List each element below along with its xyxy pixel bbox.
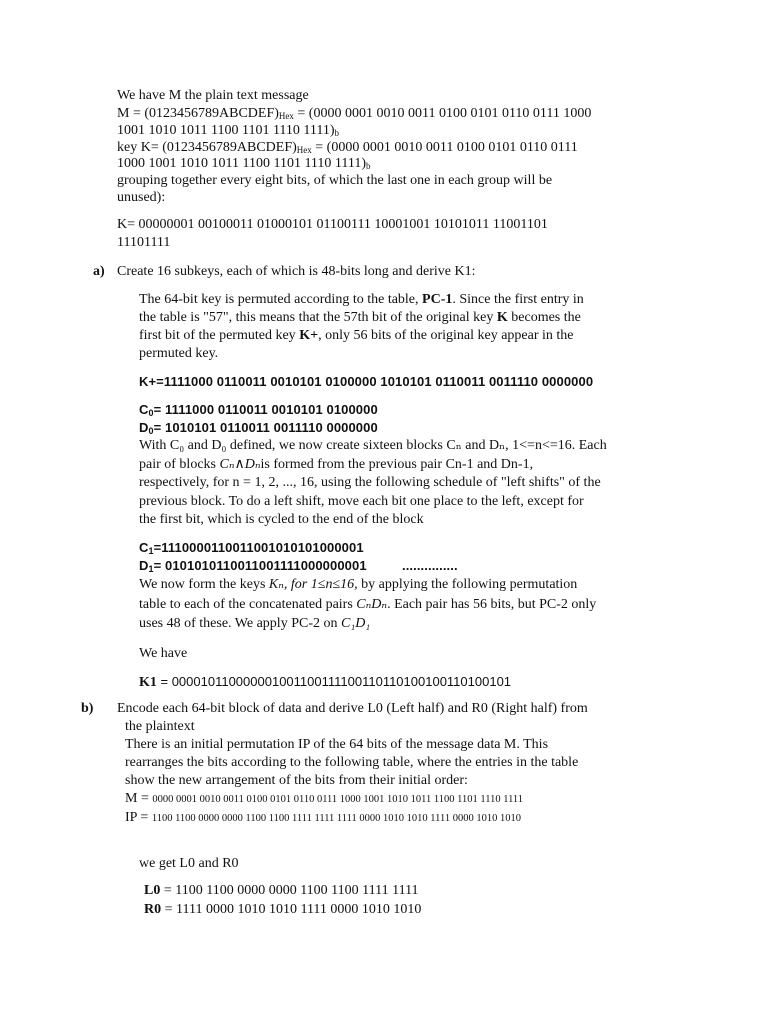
intro-line-message-cont: 1001 1010 1011 1100 1101 1110 $1111)_b$ xyxy=(117,123,340,138)
k-plus-value: K+=1111000 0110011 0010101 0100000 1010101 0110011 0011110 0000000 xyxy=(139,374,594,389)
intro-line-grouping: grouping together every eight bits, of which the last one in each group will be xyxy=(117,173,553,188)
pc2-paragraph-line-3: uses 48 of these. We apply PC-2 on C₁D₁ xyxy=(139,616,371,631)
pc2-paragraph-line-2: table to each of the concatenated pairs CₙDₙ. Each pair has 56 bits, but PC-2 only xyxy=(139,597,597,612)
section-a-title: Create 16 subkeys, each of which is 48-bits long and derive K1: xyxy=(117,264,476,279)
l0-value: L0 = 1100 1100 0000 0000 1100 1100 1111 1111 xyxy=(144,883,419,898)
c1-value: $C_1=1110000110011001010101000001$ xyxy=(139,540,364,556)
ip-binary-value: IP = 1100 1100 0000 0000 1100 1100 1111 1111 1111 0000 1010 1010 1111 0000 1010 1010 xyxy=(125,810,521,825)
section-b-label: b) xyxy=(81,701,94,716)
shift-paragraph-line-2: pair of blocks Cₙ∧Dₙis formed from the previous pair Cn-1 and Dn-1, xyxy=(139,457,534,472)
section-b-title: Encode each 64-bit block of data and derive L0 (Left half) and R0 (Right half) from xyxy=(117,701,588,716)
intro-line-unused: unused): xyxy=(117,190,166,205)
ip-paragraph-line-3: show the new arrangement of the bits from their initial order: xyxy=(125,773,468,788)
section-a-label: a) xyxy=(93,264,105,279)
shift-paragraph-line-5: the first bit, which is cycled to the end of the block xyxy=(139,512,424,527)
ellipsis-dots: ............... xyxy=(402,558,458,573)
pc1-paragraph-line-1: The 64-bit key is permuted according to the table, PC-1. Since the first entry in xyxy=(139,292,584,307)
pc2-paragraph-line-1: We now form the keys Kₙ, for 1≤n≤16, by applying the following permutation xyxy=(139,577,578,592)
k1-value: K1 = 000010110000001001100111100110110100100110100101 xyxy=(139,674,512,690)
pc1-paragraph-line-4: permuted key. xyxy=(139,346,219,361)
key-binary-line-2: 11101111 xyxy=(117,235,171,250)
shift-paragraph-line-3: respectively, for n = 1, 2, ..., 16, using the following schedule of "left shifts" of the xyxy=(139,475,601,490)
shift-paragraph-line-1: With C₀ and D₀ defined, we now create sixteen blocks Cₙ and Dₙ, 1<=n<=16. Each xyxy=(139,438,607,453)
intro-line-message: $M = (0123456789ABCDEF)_{Hex} = (0000$ 0001 0010 0011 0100 0101 0110 0111 1000 xyxy=(117,106,592,121)
key-binary-line-1: K= 00000001 00100011 01000101 01100111 10001001 10101011 11001101 xyxy=(117,217,548,232)
ip-paragraph-line-2: rearranges the bits according to the following table, where the entries in the table xyxy=(125,755,579,770)
intro-line-key-cont: 1000 1001 1010 1011 1100 1101 1110 $1111)_b$ xyxy=(117,156,371,171)
pc1-paragraph-line-3: first bit of the permuted key K+, only 56 bits of the original key appear in the xyxy=(139,328,574,343)
c0-value: $C_0= 1111000$ 0110011 0010101 0100000 xyxy=(139,402,378,418)
pc1-paragraph-line-2: the table is "57", this means that the 57th bit of the original key K becomes the xyxy=(139,310,581,325)
r0-value: R0 = 1111 0000 1010 1010 1111 0000 1010 1010 xyxy=(144,902,422,917)
we-have-label: We have xyxy=(139,646,188,661)
m-binary-value: M = 0000 0001 0010 0011 0100 0101 0110 0111 1000 1001 1010 1011 1100 1101 1110 1111 xyxy=(125,791,524,806)
section-b-title-cont: the plaintext xyxy=(125,719,195,734)
d0-value: $D_0= 1010101$ 0110011 0011110 0000000 xyxy=(139,420,378,436)
intro-line-1: We have M the plain text message xyxy=(117,88,309,103)
shift-paragraph-line-4: previous block. To do a left shift, move each bit one place to the left, except for xyxy=(139,494,584,509)
ip-paragraph-line-1: There is an initial permutation IP of the 64 bits of the message data M. This xyxy=(125,737,549,752)
d1-value: $D_1= 0101010110011001111000000001$ xyxy=(139,558,367,574)
intro-line-key: key $K= (0123456789ABCDEF)_{Hex} = (0000$ 0001 0010 0011 0100 0101 0110 0111 xyxy=(117,140,578,155)
we-get-l0-r0: we get L0 and R0 xyxy=(139,856,239,871)
